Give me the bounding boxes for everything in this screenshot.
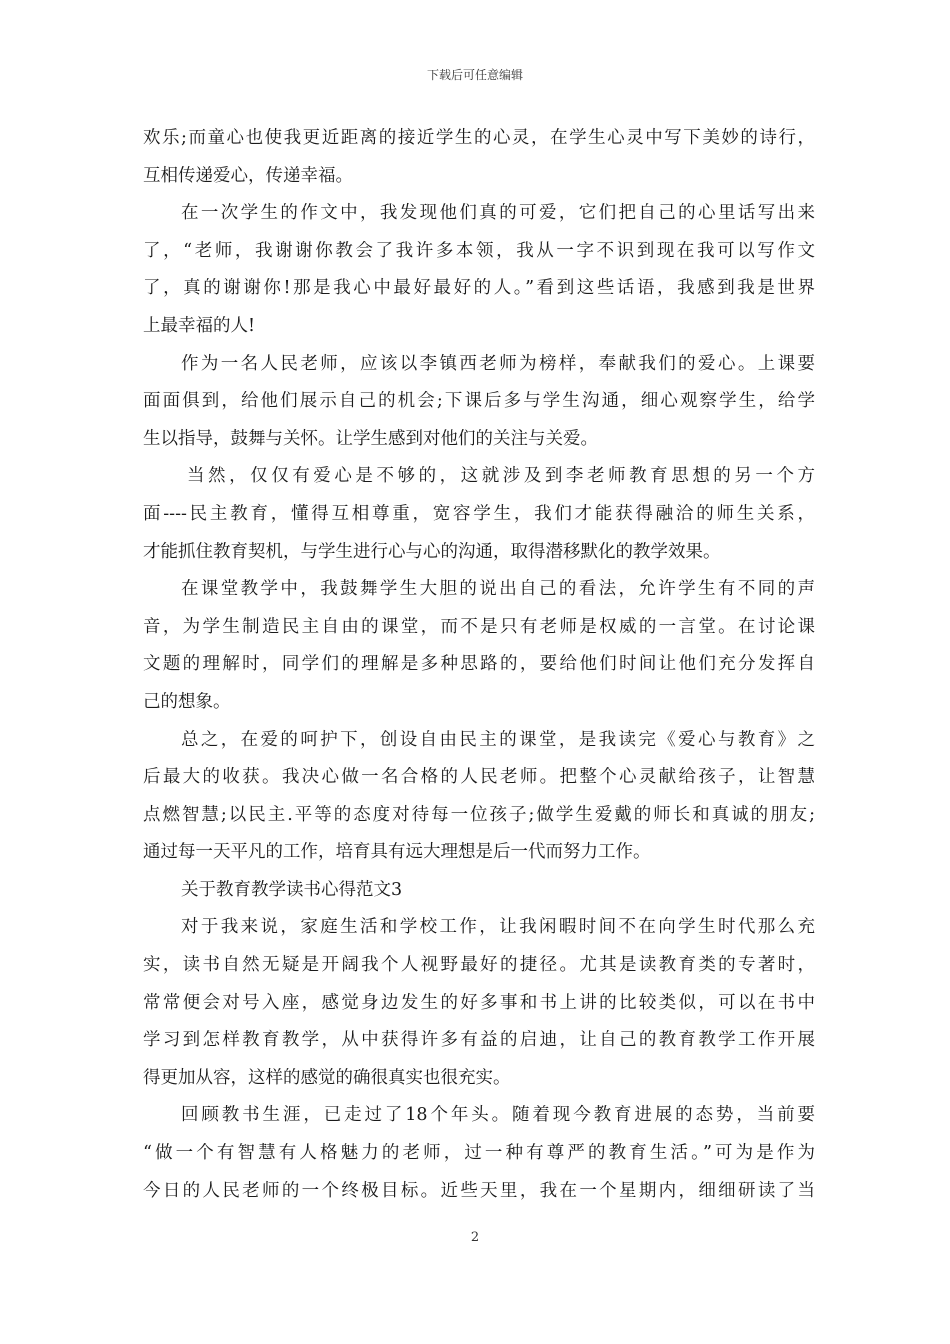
section-heading: 关于教育教学读书心得范文3	[181, 879, 403, 900]
text-line: 面面俱到，给他们展示自己的机会;下课后多与学生沟通，细心观察学生，给学	[143, 391, 815, 412]
text-line: 音，为学生制造民主自由的课堂，而不是只有老师是权威的一言堂。在讨论课	[143, 616, 815, 637]
text-line: 对于我来说，家庭生活和学校工作，让我闲暇时间不在向学生时代那么充	[181, 917, 815, 938]
text-line: 今日的人民老师的一个终极目标。近些天里，我在一个星期内，细细研读了当	[143, 1180, 815, 1201]
text-line: 在一次学生的作文中，我发现他们真的可爱，它们把自己的心里话写出来	[181, 203, 815, 224]
text-line: 上最幸福的人!	[143, 315, 256, 336]
text-line: 面----民主教育，懂得互相尊重，宽容学生，我们才能获得融洽的师生关系，	[143, 503, 815, 524]
text-line: 通过每一天平凡的工作，培育具有远大理想是后一代而努力工作。	[143, 842, 651, 863]
text-line: 互相传递爱心，传递幸福。	[143, 165, 353, 186]
text-line: 当然，仅仅有爱心是不够的，这就涉及到李老师教育思想的另一个方	[187, 466, 815, 487]
text-line: 作为一名人民老师，应该以李镇西老师为榜样，奉献我们的爱心。上课要	[181, 353, 815, 374]
text-line: 后最大的收获。我决心做一名合格的人民老师。把整个心灵献给孩子，让智慧	[143, 767, 815, 788]
page-header: 下载后可任意编辑	[426, 68, 523, 82]
text-line: 己的想象。	[143, 691, 231, 712]
text-line: 常常便会对号入座，感觉身边发生的好多事和书上讲的比较类似，可以在书中	[143, 992, 815, 1013]
text-line: 得更加从容，这样的感觉的确很真实也很充实。	[143, 1067, 511, 1088]
text-line: 才能抓住教育契机，与学生进行心与心的沟通，取得潜移默化的教学效果。	[143, 541, 721, 562]
text-line: 了，“老师，我谢谢你教会了我许多本领，我从一字不识到现在我可以写作文	[143, 240, 815, 261]
page-number: 2	[470, 1230, 480, 1245]
document-body	[143, 120, 815, 1210]
text-line: 在课堂教学中，我鼓舞学生大胆的说出自己的看法，允许学生有不同的声	[181, 579, 815, 600]
text-line: 生以指导，鼓舞与关怀。让学生感到对他们的关注与关爱。	[143, 428, 598, 449]
text-line: 学习到怎样教育教学，从中获得许多有益的启迪，让自己的教育教学工作开展	[143, 1030, 815, 1051]
text-line: 欢乐;而童心也使我更近距离的接近学生的心灵，在学生心灵中写下美妙的诗行，	[143, 128, 815, 148]
text-line: 点燃智慧;以民主.平等的态度对待每一位孩子;做学生爱戴的师长和真诚的朋友;	[143, 804, 815, 825]
text-line: “做一个有智慧有人格魅力的老师，过一种有尊严的教育生活。”可为是作为	[143, 1143, 815, 1164]
text-line: 回顾教书生涯，已走过了18个年头。随着现今教育进展的态势，当前要	[181, 1105, 815, 1126]
text-line: 文题的理解时，同学们的理解是多种思路的，要给他们时间让他们充分发挥自	[143, 654, 815, 675]
text-line: 实，读书自然无疑是开阔我个人视野最好的捷径。尤其是读教育类的专著时，	[143, 955, 815, 976]
text-line: 了，真的谢谢你!那是我心中最好最好的人。”看到这些话语，我感到我是世界	[143, 278, 815, 299]
text-line: 总之，在爱的呵护下，创设自由民主的课堂，是我读完《爱心与教育》之	[181, 729, 815, 750]
